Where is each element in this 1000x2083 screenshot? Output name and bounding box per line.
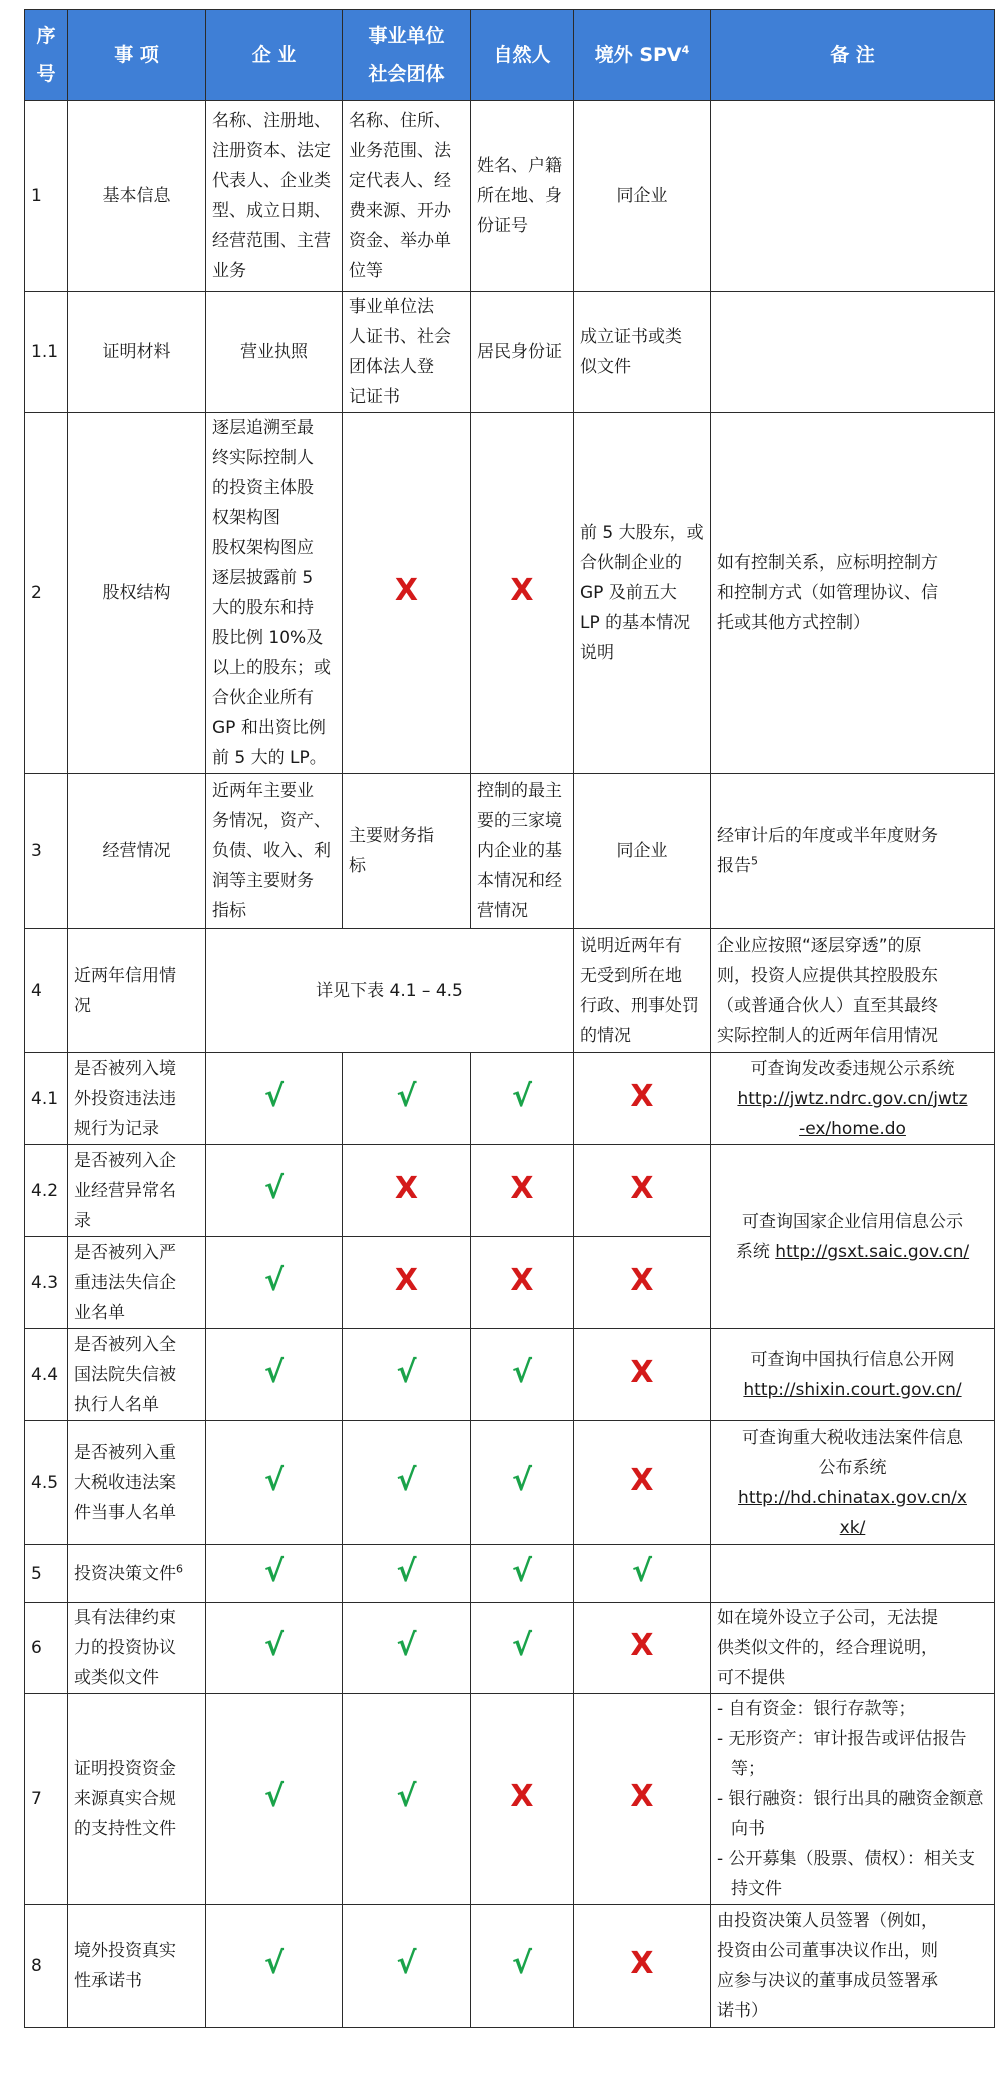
check-mark-icon: √	[396, 1628, 417, 1663]
row-item: 境外投资真实 性承诺书	[68, 1905, 206, 2028]
cross-mark-icon: X	[630, 1946, 654, 1981]
header-spv: 境外 SPV$^4$	[574, 10, 711, 101]
check-mark-icon: √	[263, 1354, 284, 1390]
remarks-cell: 可查询国家企业信用信息公示 系统 http://gsxt.saic.gov.cn/	[711, 1145, 995, 1329]
enterprise-cell	[206, 1905, 343, 2028]
cross-mark-icon: X	[630, 1354, 654, 1390]
person-cell	[471, 1545, 574, 1603]
enterprise-cell	[206, 1237, 343, 1329]
enterprise-cell: 逐层追溯至最 终实际控制人 的投资主体股 权架构图 股权架构图应 逐层披露前 5 大的股东和持 股比例 10%及 以上的股东；或 合伙企业所有 GP 和出资比例 前 5 大的 LP。	[206, 413, 343, 774]
enterprise-cell: 营业执照	[206, 292, 343, 413]
row-number: 4	[25, 929, 68, 1053]
check-mark-icon: √	[396, 1078, 417, 1114]
institution-cell	[343, 1603, 471, 1694]
check-mark-icon: √	[263, 1628, 284, 1663]
check-mark-icon: √	[396, 1553, 417, 1589]
row-number: 4.3	[25, 1237, 68, 1329]
institution-cell	[343, 1545, 471, 1603]
row-item: 近两年信用情 况	[68, 929, 206, 1053]
remarks-cell: 可查询中国执行信息公开网 http://shixin.court.gov.cn/	[711, 1329, 995, 1421]
remarks-cell: 由投资决策人员签署（例如， 投资由公司董事决议作出，则 应参与决议的董事成员签署承 诺书）	[711, 1905, 995, 2028]
check-mark-icon: √	[511, 1553, 532, 1589]
row-item: 证明投资资金 来源真实合规 的支持性文件	[68, 1694, 206, 1905]
cross-mark-icon: X	[394, 1170, 419, 1206]
spv-cell: 成立证书或类 似文件	[574, 292, 711, 413]
table-row	[25, 1545, 995, 1603]
header-institution: 事业单位 社会团体	[343, 10, 471, 101]
person-cell	[471, 1421, 574, 1545]
cross-mark-icon: X	[630, 1628, 654, 1663]
person-cell	[471, 413, 574, 774]
table-row	[25, 1145, 995, 1237]
remarks-cell: 可查询重大税收违法案件信息 公布系统 http://hd.chinatax.gov.cn/x xk/	[711, 1421, 995, 1545]
cross-mark-icon: X	[630, 1170, 654, 1206]
check-mark-icon: √	[396, 1462, 417, 1498]
chinatax-link[interactable]: http://hd.chinatax.gov.cn/x xk/	[738, 1487, 967, 1538]
remarks-cell	[711, 1545, 995, 1603]
header-item: 事 项	[68, 10, 206, 101]
check-mark-icon: √	[263, 1078, 284, 1114]
check-mark-icon: √	[511, 1354, 532, 1390]
enterprise-cell	[206, 1053, 343, 1145]
row-item: 证明材料	[68, 292, 206, 413]
check-mark-icon: √	[396, 1946, 417, 1981]
header-enterprise: 企 业	[206, 10, 343, 101]
row-number: 1.1	[25, 292, 68, 413]
check-mark-icon: √	[511, 1462, 532, 1498]
table-row	[25, 1603, 995, 1694]
check-mark-icon: √	[263, 1170, 284, 1206]
enterprise-cell	[206, 1329, 343, 1421]
table-row	[25, 413, 995, 774]
enterprise-cell	[206, 1145, 343, 1237]
cross-mark-icon: X	[630, 1078, 654, 1114]
spv-cell	[574, 1545, 711, 1603]
row-number: 8	[25, 1905, 68, 2028]
enterprise-cell: 名称、注册地、 注册资本、法定 代表人、企业类 型、成立日期、 经营范围、主营 业务	[206, 101, 343, 292]
institution-cell: 主要财务指 标	[343, 774, 471, 929]
table-row	[25, 292, 995, 413]
spv-cell	[574, 1603, 711, 1694]
list-item: - 无形资产：审计报告或评估报告等；	[717, 1729, 967, 1779]
remarks-cell	[711, 292, 995, 413]
spv-cell	[574, 1145, 711, 1237]
row-number: 7	[25, 1694, 68, 1905]
remarks-cell: 经审计后的年度或半年度财务 报告$^5$	[711, 774, 995, 929]
check-mark-icon: √	[396, 1779, 417, 1814]
check-mark-icon: √	[511, 1946, 532, 1981]
overseas-investment-requirements-table	[24, 9, 995, 2028]
table-row	[25, 1053, 995, 1145]
row-item: 是否被列入重 大税收违法案 件当事人名单	[68, 1421, 206, 1545]
institution-cell	[343, 1694, 471, 1905]
enterprise-cell	[206, 1545, 343, 1603]
table-row	[25, 774, 995, 929]
cross-mark-icon: X	[510, 573, 534, 608]
check-mark-icon: √	[263, 1462, 284, 1498]
row-number: 4.1	[25, 1053, 68, 1145]
person-cell: 居民身份证	[471, 292, 574, 413]
institution-cell	[343, 1237, 471, 1329]
table-row	[25, 929, 995, 1053]
institution-cell	[343, 1145, 471, 1237]
check-mark-icon: √	[263, 1779, 284, 1814]
remarks-cell: 如有控制关系，应标明控制方 和控制方式（如管理协议、信 托或其他方式控制）	[711, 413, 995, 774]
header-row	[25, 10, 995, 101]
check-mark-icon: √	[511, 1078, 532, 1114]
row-number: 5	[25, 1545, 68, 1603]
person-cell	[471, 1329, 574, 1421]
table-row	[25, 1421, 995, 1545]
cross-mark-icon: X	[510, 1170, 534, 1206]
person-cell	[471, 1145, 574, 1237]
institution-cell	[343, 1421, 471, 1545]
remarks-cell: 企业应按照“逐层穿透”的原 则，投资人应提供其控股股东 （或普通合伙人）直至其最终 实际控制人的近两年信用情况	[711, 929, 995, 1053]
header-no: 序 号	[25, 10, 68, 101]
table-row	[25, 1329, 995, 1421]
row-number: 3	[25, 774, 68, 929]
row-item: 是否被列入境 外投资违法违 规行为记录	[68, 1053, 206, 1145]
remarks-cell	[711, 1694, 995, 1905]
row-item: 是否被列入全 国法院失信被 执行人名单	[68, 1329, 206, 1421]
spv-cell: 前 5 大股东，或 合伙制企业的 GP 及前五大 LP 的基本情况 说明	[574, 413, 711, 774]
remarks-cell: 可查询发改委违规公示系统 http://jwtz.ndrc.gov.cn/jwtz -ex/home.do	[711, 1053, 995, 1145]
person-cell	[471, 1694, 574, 1905]
cross-mark-icon: X	[510, 1779, 534, 1814]
row-number: 1	[25, 101, 68, 292]
cross-mark-icon: X	[630, 1779, 654, 1814]
person-cell	[471, 1053, 574, 1145]
header-person: 自然人	[471, 10, 574, 101]
row-item: 是否被列入企 业经营异常名 录	[68, 1145, 206, 1237]
row-item: 是否被列入严 重违法失信企 业名单	[68, 1237, 206, 1329]
enterprise-cell	[206, 1603, 343, 1694]
remarks-cell: 如在境外设立子公司，无法提 供类似文件的，经合理说明， 可不提供	[711, 1603, 995, 1694]
cross-mark-icon: X	[394, 1262, 419, 1298]
check-mark-icon: √	[263, 1262, 284, 1298]
check-mark-icon: √	[396, 1354, 417, 1390]
person-cell	[471, 1237, 574, 1329]
cross-mark-icon: X	[394, 573, 419, 608]
spv-cell	[574, 1905, 711, 2028]
row-number: 4.4	[25, 1329, 68, 1421]
funding-source-list	[717, 1694, 988, 1904]
institution-cell: 事业单位法 人证书、社会 团体法人登 记证书	[343, 292, 471, 413]
row-number: 4.2	[25, 1145, 68, 1237]
row-item: 基本信息	[68, 101, 206, 292]
spv-cell	[574, 1329, 711, 1421]
shixin-link[interactable]: http://shixin.court.gov.cn/	[743, 1379, 962, 1400]
list-item: - 银行融资：银行出具的融资金额意向书	[717, 1789, 984, 1839]
row-number: 6	[25, 1603, 68, 1694]
spv-cell	[574, 1053, 711, 1145]
header-remarks: 备 注	[711, 10, 995, 101]
spv-cell: 说明近两年有 无受到所在地 行政、刑事处罚 的情况	[574, 929, 711, 1053]
spv-cell	[574, 1237, 711, 1329]
check-mark-icon: √	[631, 1553, 652, 1589]
table-row	[25, 1694, 995, 1905]
row-item: 股权结构	[68, 413, 206, 774]
row-item: 经营情况	[68, 774, 206, 929]
enterprise-cell	[206, 1694, 343, 1905]
spv-cell: 同企业	[574, 101, 711, 292]
check-mark-icon: √	[263, 1946, 284, 1981]
person-cell	[471, 1603, 574, 1694]
row-number: 4.5	[25, 1421, 68, 1545]
merged-credit-cell: 详见下表 4.1 – 4.5	[206, 929, 574, 1053]
spv-cell	[574, 1421, 711, 1545]
person-cell: 姓名、户籍 所在地、身 份证号	[471, 101, 574, 292]
row-item: 投资决策文件$^6$	[68, 1545, 206, 1603]
enterprise-cell	[206, 1421, 343, 1545]
institution-cell: 名称、住所、 业务范围、法 定代表人、经 费来源、开办 资金、举办单 位等	[343, 101, 471, 292]
institution-cell	[343, 1329, 471, 1421]
check-mark-icon: √	[511, 1628, 532, 1663]
row-number: 2	[25, 413, 68, 774]
table-row	[25, 101, 995, 292]
row-item: 具有法律约束 力的投资协议 或类似文件	[68, 1603, 206, 1694]
person-cell: 控制的最主 要的三家境 内企业的基 本情况和经 营情况	[471, 774, 574, 929]
check-mark-icon: √	[263, 1553, 284, 1589]
list-item: - 自有资金：银行存款等；	[717, 1699, 916, 1719]
institution-cell	[343, 1053, 471, 1145]
institution-cell	[343, 413, 471, 774]
cross-mark-icon: X	[510, 1262, 534, 1298]
cross-mark-icon: X	[630, 1262, 654, 1298]
gsxt-link[interactable]: http://gsxt.saic.gov.cn/	[775, 1241, 970, 1262]
spv-cell	[574, 1694, 711, 1905]
enterprise-cell: 近两年主要业 务情况，资产、 负债、收入、利 润等主要财务 指标	[206, 774, 343, 929]
person-cell	[471, 1905, 574, 2028]
spv-cell: 同企业	[574, 774, 711, 929]
remarks-cell	[711, 101, 995, 292]
cross-mark-icon: X	[630, 1462, 654, 1498]
list-item: - 公开募集（股票、债权）：相关支持文件	[717, 1849, 976, 1899]
ndrc-link[interactable]: http://jwtz.ndrc.gov.cn/jwtz -ex/home.do	[737, 1088, 968, 1139]
table-row	[25, 1905, 995, 2028]
institution-cell	[343, 1905, 471, 2028]
